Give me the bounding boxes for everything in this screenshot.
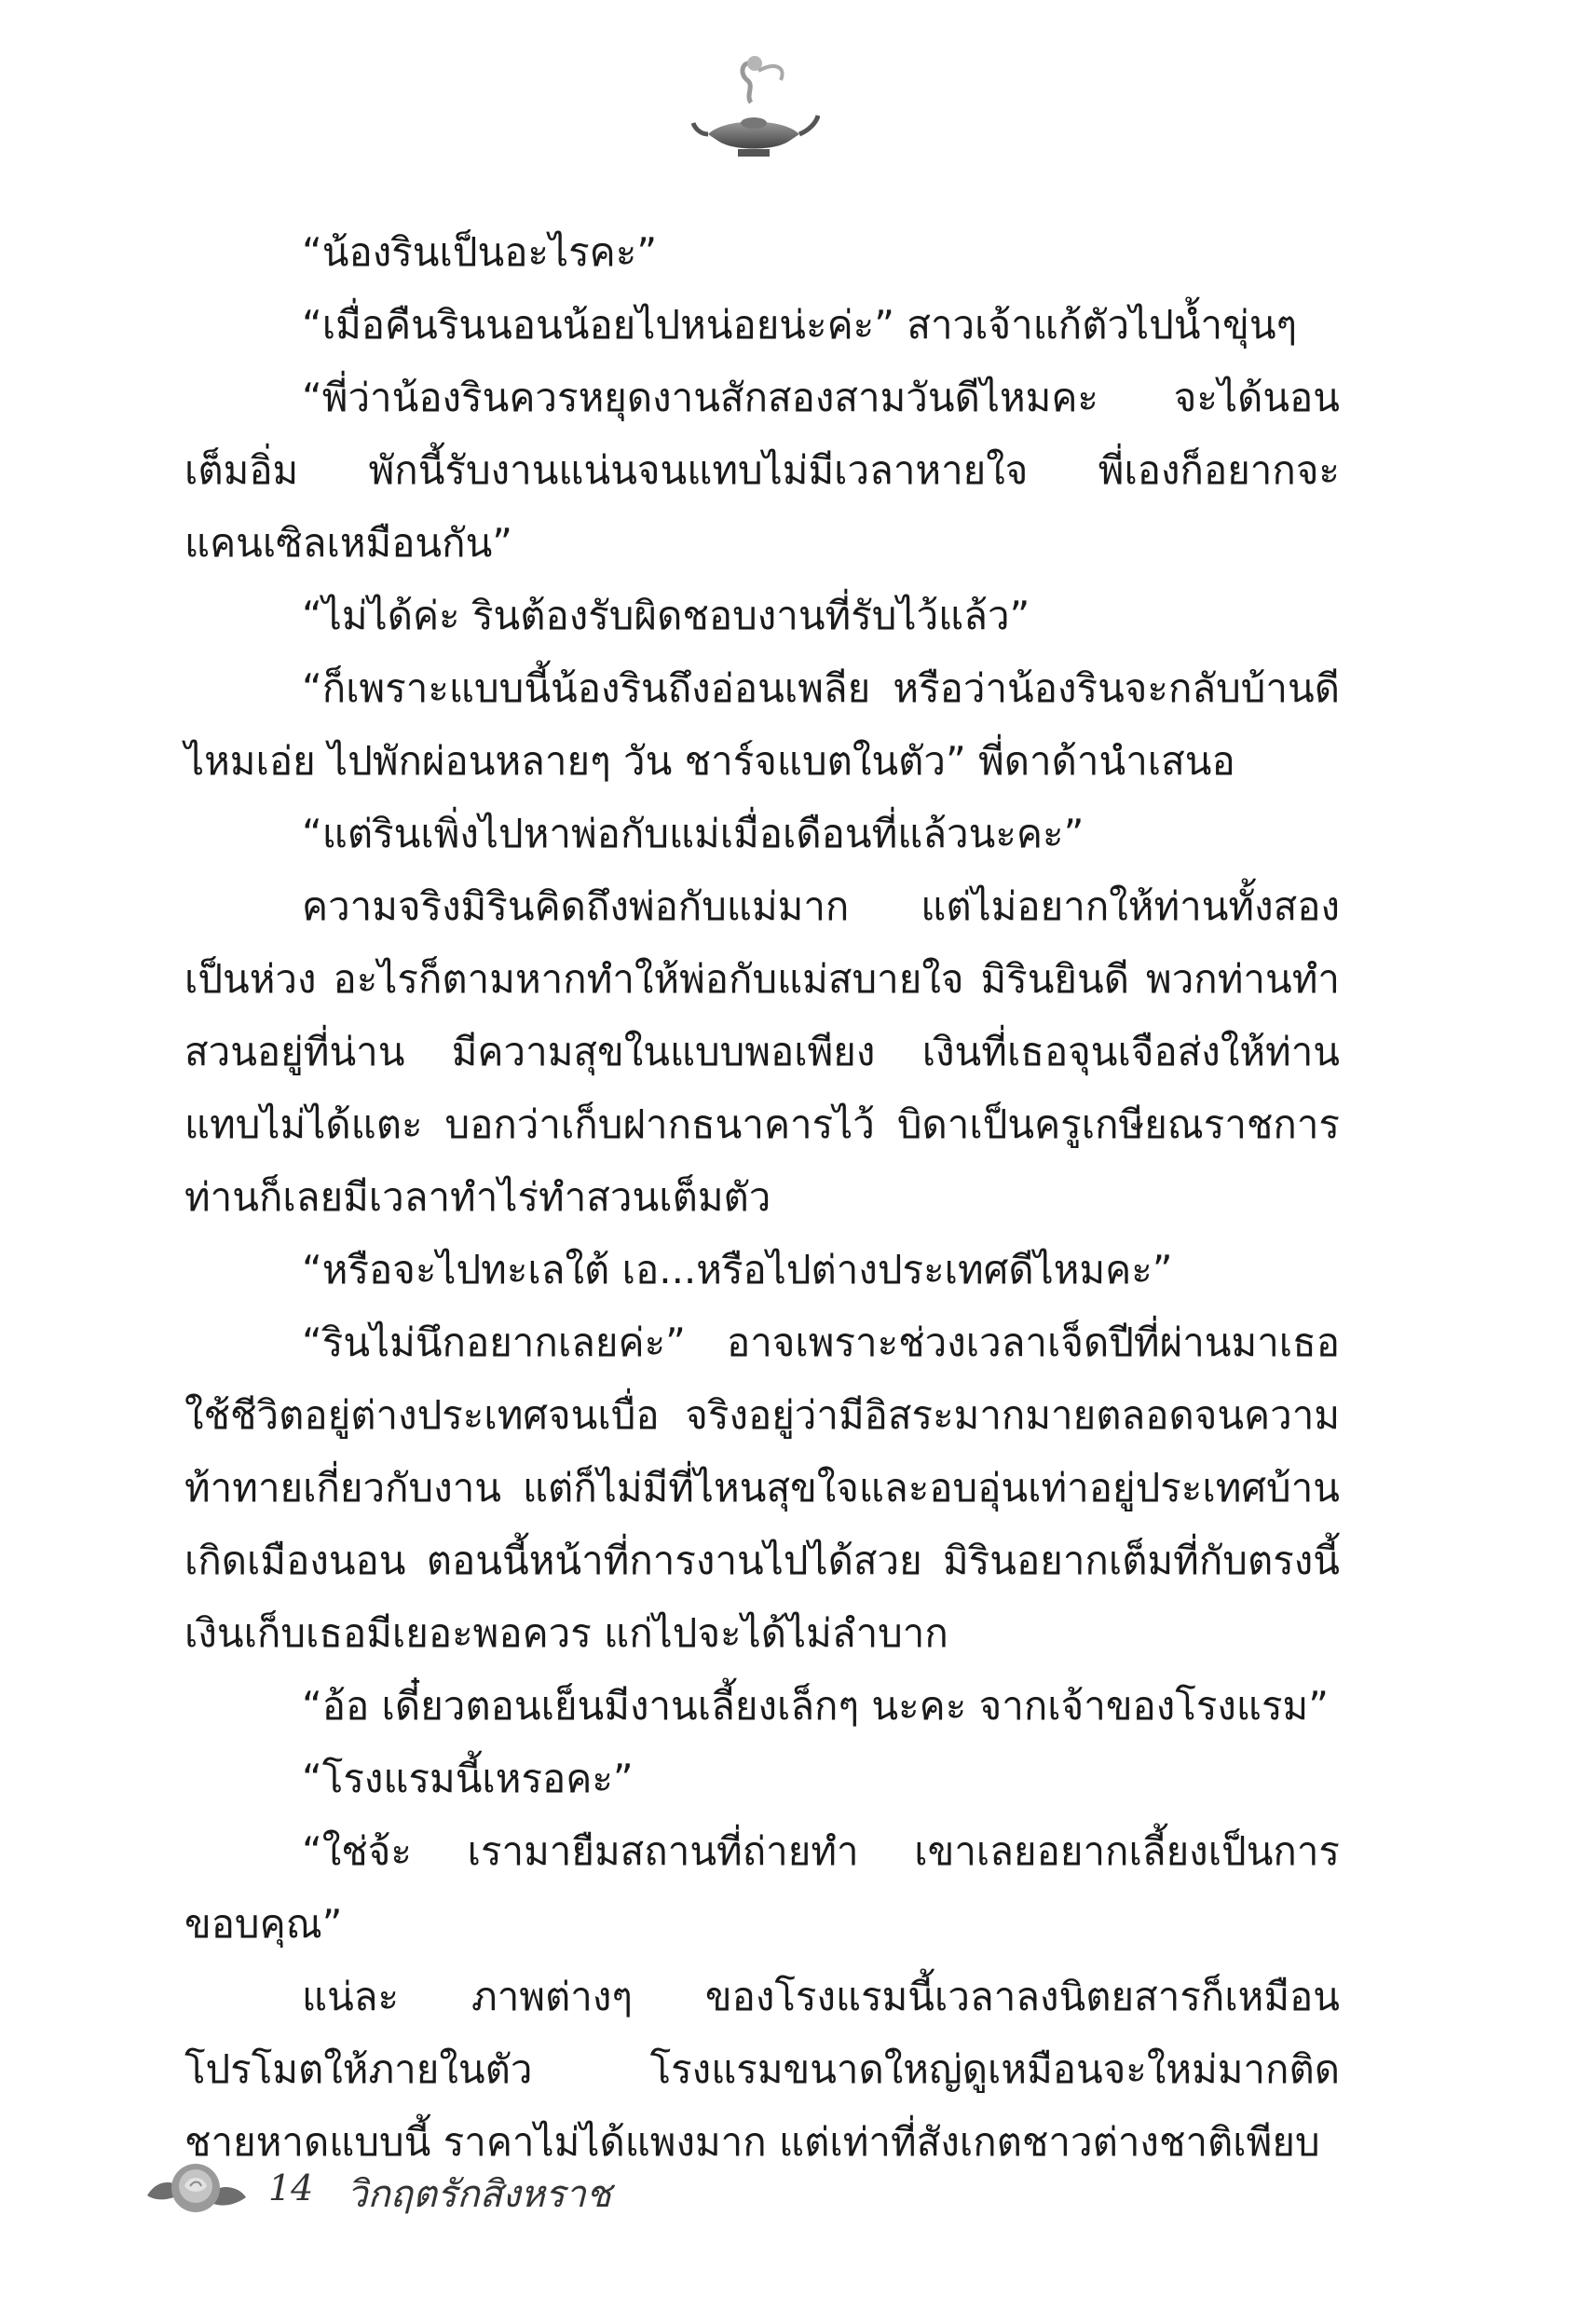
paragraph: “พี่ว่าน้องรินควรหยุดงานสักสองสามวันดีไหมคะ จะได้นอนเต็มอิ่ม พักนี้รับงานแน่นจนแทบไม่มีเวลาหายใจ พี่เองก็อยากจะแคนเซิลเหมือนกัน”	[184, 375, 1340, 566]
book-title: วิกฤตรักสิงหราช	[347, 2173, 611, 2216]
genie-lamp-icon	[689, 48, 820, 170]
paragraph: “ไม่ได้ค่ะ รินต้องรับผิดชอบงานที่รับไว้แล้ว”	[302, 593, 1030, 638]
paragraph: “ก็เพราะแบบนี้น้องรินถึงอ่อนเพลีย หรือว่าน้องรินจะกลับบ้านดีไหมเอ่ย ไปพักผ่อนหลายๆ วัน ชาร์จแบตในตัว” พี่ดาด้านำเสนอ	[184, 665, 1340, 784]
paragraph: แน่ละ ภาพต่างๆ ของโรงแรมนี้เวลาลงนิตยสารก็เหมือนโปรโมตให้ภายในตัว โรงแรมขนาดใหญ่ดูเหมือนจะใหม่มากติดชายหาดแบบนี้ ราคาไม่ได้แพงมาก แต่เท่าที่สังเกตชาวต่างชาติเพียบ	[184, 1974, 1340, 2165]
paragraph: “เมื่อคืนรินนอนน้อยไปหน่อยน่ะค่ะ” สาวเจ้าแก้ตัวไปน้ำขุ่นๆ	[302, 302, 1298, 348]
page-number: 14	[268, 2167, 314, 2208]
rose-icon	[140, 2143, 252, 2227]
paragraph: “รินไม่นึกอยากเลยค่ะ” อาจเพราะช่วงเวลาเจ็ดปีที่ผ่านมาเธอใช้ชีวิตอยู่ต่างประเทศจนเบื่อ จริงอยู่ว่ามีอิสระมากมายตลอดจนความท้าทายเกี่ยวกับงาน แต่ก็ไม่มีที่ไหนสุขใจและอบอุ่นเท่าอยู่ประเทศบ้านเกิดเมืองนอน ตอนนี้หน้าที่การงานไปได้สวย มิรินอยากเต็มที่กับตรงนี้ เงินเก็บเธอมีเยอะพอควร แก่ไปจะได้ไม่ลำบาก	[184, 1320, 1340, 1656]
paragraph: “ใช่จ้ะ เรามายืมสถานที่ถ่ายทำ เขาเลยอยากเลี้ยงเป็นการขอบคุณ”	[184, 1828, 1340, 1947]
paragraph: “อ้อ เดี๋ยวตอนเย็นมีงานเลี้ยงเล็กๆ นะคะ จากเจ้าของโรงแรม”	[302, 1683, 1329, 1729]
paragraph: “โรงแรมนี้เหรอคะ”	[302, 1756, 634, 1801]
paragraph: “น้องรินเป็นอะไรคะ”	[302, 229, 658, 275]
paragraph: ความจริงมิรินคิดถึงพ่อกับแม่มาก แต่ไม่อยากให้ท่านทั้งสองเป็นห่วง อะไรก็ตามหากทำให้พ่อกับแม่สบายใจ มิรินยินดี พวกท่านทำสวนอยู่ที่น่าน มีความสุขในแบบพอเพียง เงินที่เธอจุนเจือส่งให้ท่านแทบไม่ได้แตะ บอกว่าเก็บฝากธนาคารไว้ บิดาเป็นครูเกษียณราชการ ท่านก็เลยมีเวลาทำไร่ทำสวนเต็มตัว	[184, 883, 1340, 1220]
paragraph: “แต่รินเพิ่งไปหาพ่อกับแม่เมื่อเดือนที่แล้วนะคะ”	[302, 811, 1084, 856]
page-footer	[140, 2143, 792, 2227]
text-body	[184, 216, 1340, 2179]
header-ornament	[689, 48, 820, 170]
paragraph: “หรือจะไปทะเลใต้ เอ...หรือไปต่างประเทศดีไหมคะ”	[302, 1247, 1173, 1292]
